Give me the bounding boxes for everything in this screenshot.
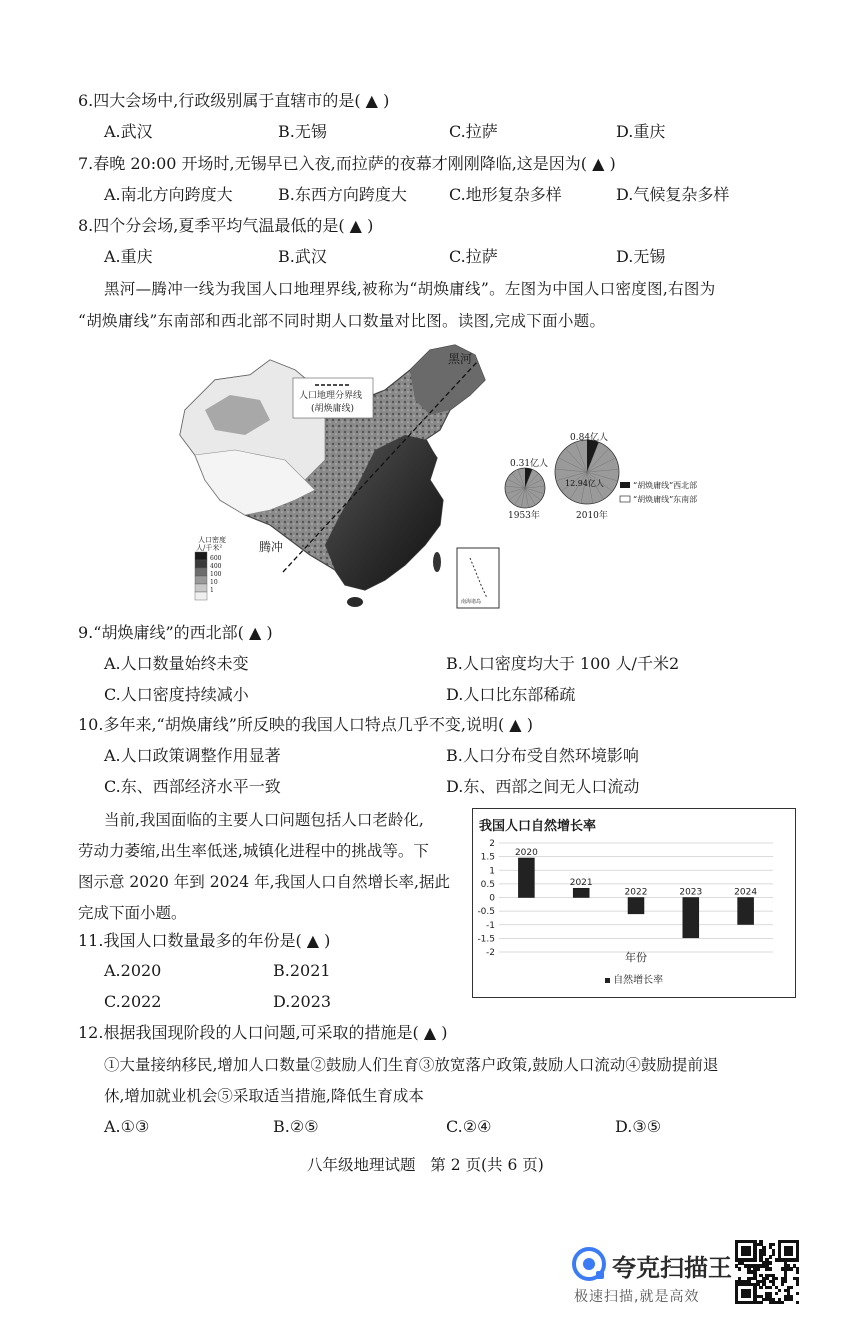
chart-title: 我国人口自然增长率: [479, 819, 597, 834]
legend-nw-label: “胡焕庸线”西北部: [633, 481, 698, 490]
y-tick-label: -0.5: [477, 907, 495, 918]
q7-option-a: A.南北方向跨度大: [104, 185, 233, 204]
scanner-brand: 夸克扫描王: [612, 1254, 732, 1282]
qr-module: [790, 1267, 793, 1270]
density-swatch-2: [195, 568, 207, 576]
y-tick-label: 0: [489, 893, 495, 904]
natural-growth-rate-chart: [472, 808, 796, 998]
q6-option-b: B.无锡: [278, 122, 327, 141]
density-swatch-1: [195, 560, 207, 568]
qr-module: [753, 1258, 756, 1261]
density-level-label: 400: [210, 563, 222, 570]
qr-module: [759, 1301, 762, 1304]
pie-2010-year: 2010年: [576, 511, 608, 521]
hainan-island: [347, 597, 363, 607]
bar-2021: [573, 888, 589, 897]
bar-category-label: 2021: [569, 878, 593, 889]
legend-se-swatch: [620, 496, 630, 502]
pie-1953-top-label: 0.31亿人: [510, 459, 549, 469]
density-swatch-4: [195, 584, 207, 592]
pie-2010-top-label: 0.84亿人: [570, 433, 609, 443]
q11-option-c: C.2022: [104, 992, 162, 1011]
qr-module: [790, 1286, 793, 1289]
population-pie-comparison: [500, 420, 730, 530]
q12-measures-line1: ①大量接纳移民,增加人口数量②鼓励人们生育③放宽落户政策,鼓励人口流动④鼓励提前退: [104, 1056, 719, 1074]
q11-option-d: D.2023: [273, 992, 332, 1011]
q9-option-c: C.人口密度持续减小: [104, 685, 249, 704]
qr-module: [762, 1252, 765, 1255]
qr-module: [747, 1252, 750, 1255]
q6-option-a: A.武汉: [104, 122, 153, 141]
density-swatch-0: [195, 552, 207, 560]
legend-series-name: 自然增长率: [613, 975, 664, 986]
page-footer: 八年级地理试题 第 2 页(共 6 页): [307, 1156, 544, 1174]
label-heihe: 黑河: [448, 352, 473, 366]
y-tick-label: -1: [486, 920, 495, 931]
y-tick-label: 1.5: [480, 852, 495, 863]
legend-swatch: [605, 978, 610, 983]
q12-option-d: D.③⑤: [615, 1117, 662, 1136]
passage2-line2: 劳动力萎缩,出生率低迷,城镇化进程中的挑战等。下: [78, 842, 429, 860]
q9-option-d: D.人口比东部稀疏: [446, 685, 576, 704]
q6-stem: 6.四大会场中,行政级别属于直辖市的是( ▲ ): [78, 91, 390, 110]
bar-category-label: 2020: [514, 847, 538, 858]
q12-option-c: C.②④: [446, 1117, 492, 1136]
q10-option-d: D.东、西部之间无人口流动: [446, 777, 640, 796]
label-tengchong: 腾冲: [259, 540, 284, 554]
density-level-label: 600: [210, 555, 222, 562]
density-swatch-3: [195, 576, 207, 584]
inset-label: 南海诸岛: [461, 599, 482, 605]
q9-option-a: A.人口数量始终未变: [104, 654, 249, 673]
density-level-label: 1: [210, 587, 214, 594]
qr-module: [778, 1289, 781, 1292]
q7-option-b: B.东西方向跨度大: [278, 185, 407, 204]
q12-option-a: A.①③: [104, 1117, 150, 1136]
pie-1953-year: 1953年: [508, 511, 540, 521]
density-swatch-5: [195, 592, 207, 600]
passage2-line4: 完成下面小题。: [78, 904, 187, 922]
qr-module: [796, 1270, 799, 1273]
chart-xlabel: 年份: [625, 951, 647, 964]
q12-stem: 12.根据我国现阶段的人口问题,可采取的措施是( ▲ ): [78, 1023, 448, 1042]
passage1-line2: “胡焕庸线”东南部和西北部不同时期人口数量对比图。读图,完成下面小题。: [78, 312, 606, 330]
qr-module: [781, 1283, 784, 1286]
y-tick-label: -1.5: [477, 934, 495, 945]
qr-module: [775, 1277, 778, 1280]
qr-module: [769, 1286, 772, 1289]
density-level-label: 10: [210, 579, 218, 586]
q7-stem: 7.春晚 20:00 开场时,无锡早已入夜,而拉萨的夜幕才刚刚降临,这是因为( ▲ ): [78, 154, 616, 173]
bar-category-label: 2024: [734, 887, 758, 898]
bar-category-label: 2022: [624, 887, 648, 898]
y-tick-label: 0.5: [480, 879, 495, 890]
passage2-line1: 当前,我国面临的主要人口问题包括人口老龄化,: [104, 811, 424, 829]
qr-module: [772, 1243, 775, 1246]
qr-module: [796, 1258, 799, 1261]
q9-stem: 9.“胡焕庸线”的西北部( ▲ ): [78, 623, 273, 642]
taiwan-island: [433, 552, 441, 572]
qr-module: [759, 1286, 762, 1289]
scanner-logo-icon: [572, 1247, 606, 1281]
density-level-label: 100: [210, 571, 222, 578]
q9-option-b: B.人口密度均大于 100 人/千米2: [446, 654, 680, 673]
q10-option-a: A.人口政策调整作用显著: [104, 746, 281, 765]
qr-module: [775, 1292, 778, 1295]
qr-module: [796, 1292, 799, 1295]
pie-2010: [555, 440, 619, 504]
q8-option-c: C.拉萨: [449, 247, 498, 266]
chart-legend: [605, 971, 663, 986]
q6-option-d: D.重庆: [616, 122, 666, 141]
qr-module: [790, 1298, 793, 1301]
bar-2022: [628, 898, 644, 914]
legend-se-label: “胡焕庸线”东南部: [633, 495, 698, 504]
q8-stem: 8.四个分会场,夏季平均气温最低的是( ▲ ): [78, 216, 374, 235]
bar-2024: [738, 898, 754, 925]
qr-module: [738, 1267, 741, 1270]
q6-option-c: C.拉萨: [449, 122, 498, 141]
density-legend-unit: 人/千米²: [196, 544, 223, 552]
hu-line-legend-subtitle: (胡焕庸线): [311, 404, 355, 414]
q11-option-b: B.2021: [273, 961, 331, 980]
q10-option-c: C.东、西部经济水平一致: [104, 777, 281, 796]
q11-option-a: A.2020: [104, 961, 162, 980]
qr-module: [747, 1295, 750, 1298]
chart-svg: [473, 809, 795, 997]
bar-2023: [683, 898, 699, 938]
pie-2010-inner-label: 12.94亿人: [565, 479, 604, 488]
passage1-line1: 黑河—腾冲一线为我国人口地理界线,被称为“胡焕庸线”。左图为中国人口密度图,右图为: [104, 280, 716, 298]
density-legend: [195, 552, 207, 600]
qr-module: [769, 1261, 772, 1264]
q10-stem: 10.多年来,“胡焕庸线”所反映的我国人口特点几乎不变,说明( ▲ ): [78, 715, 533, 734]
qr-module: [796, 1283, 799, 1286]
q7-option-c: C.地形复杂多样: [449, 185, 562, 204]
q12-option-b: B.②⑤: [273, 1117, 319, 1136]
q8-option-d: D.无锡: [616, 247, 666, 266]
y-tick-label: -2: [486, 948, 495, 958]
scanner-slogan: 极速扫描,就是高效: [574, 1289, 700, 1305]
legend-nw-swatch: [620, 482, 630, 488]
q8-option-b: B.武汉: [278, 247, 327, 266]
qr-module: [784, 1280, 787, 1283]
qr-module: [772, 1252, 775, 1255]
qr-module: [796, 1301, 799, 1304]
scanner-logo: [572, 1247, 606, 1281]
q11-stem: 11.我国人口数量最多的年份是( ▲ ): [78, 931, 331, 950]
hu-line-legend-title: 人口地理分界线: [299, 391, 363, 401]
qr-module: [790, 1252, 793, 1255]
density-legend-title: 人口密度: [198, 536, 226, 544]
qr-module: [769, 1267, 772, 1270]
qr-module: [769, 1255, 772, 1258]
bar-category-label: 2023: [679, 887, 703, 898]
qr-module: [756, 1267, 759, 1270]
y-tick-label: 2: [489, 839, 495, 849]
q10-option-b: B.人口分布受自然环境影响: [446, 746, 639, 765]
y-tick-label: 1: [489, 866, 495, 877]
qr-module: [781, 1301, 784, 1304]
qr-code: [735, 1240, 799, 1304]
passage2-line3: 图示意 2020 年到 2024 年,我国人口自然增长率,据此: [78, 873, 450, 891]
q12-measures-line2: 休,增加就业机会⑤采取适当措施,降低生育成本: [104, 1087, 424, 1105]
q7-option-d: D.气候复杂多样: [616, 185, 730, 204]
pie-1953: [505, 468, 545, 508]
q8-option-a: A.重庆: [104, 247, 153, 266]
bar-2020: [518, 858, 534, 898]
